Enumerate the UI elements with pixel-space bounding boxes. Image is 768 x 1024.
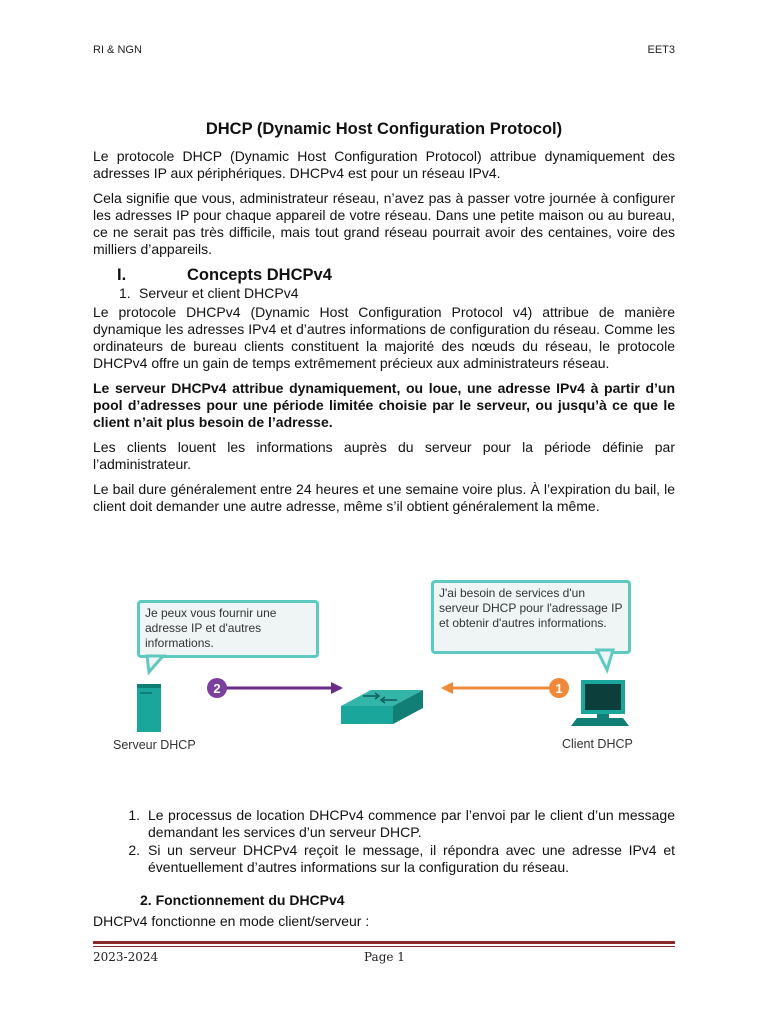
subsection-heading [93,285,675,301]
step-2-number: 2 [213,681,221,696]
client-arrow [441,678,569,698]
section-number: I. [117,266,127,284]
subsection-2-text: DHCPv4 fonctionne en mode client/serveur : [93,913,370,929]
footer-rule-thin [93,946,675,947]
list-item-number: 1. [128,807,140,823]
client-bubble-text: J'ai besoin de services d'un serveur DHCP pour l'adressage IP et obtenir d'autres informations. [439,586,623,630]
intro-paragraph-2: Cela signifie que vous, administrateur réseau, n’avez pas à passer votre journée à configurer les adresses IP pour chaque appareil de votre réseau. Dans une petite maison ou au bureau, ce ne serait pas très difficile, mais tout grand réseau pourrait avoir des centaines, voire des milliers d’appareils. [93,190,675,257]
list-item-text: Le processus de location DHCPv4 commence par l’envoi par le client d’un message demandant les services d’un serveur DHCP. [148,807,675,840]
header-right: EET3 [647,44,675,56]
server-label: Serveur DHCP [113,738,196,752]
section-title: Concepts DHCPv4 [187,266,332,284]
body-paragraph-1: Le protocole DHCPv4 (Dynamic Host Configuration Protocol v4) attribue de manière dynamique les adresses IPv4 et d’autres informations de configuration du réseau. Comme les ordinateurs de bureau clients constituent la majorité des nœuds du réseau, le protocole DHCPv4 offre un gain de temps extrêmement précieux aux administrateurs réseau. [93,304,675,371]
subsection-title: Serveur et client DHCPv4 [139,285,299,301]
server-icon [137,684,161,732]
list-item-number: 2. [128,842,140,858]
bold-paragraph: Le serveur DHCPv4 attribue dynamiquement, ou loue, une adresse IPv4 à partir d’un pool d’adresses pour une période limitée choisie par le serveur, ou jusqu’à ce que le client n’ait plus besoin de l’adresse. [93,380,675,430]
list-item-text: Si un serveur DHCPv4 reçoit le message, il répondra avec une adresse IPv4 et éventuellement d’autres informations sur la configuration du réseau. [148,842,675,875]
section-heading [93,266,675,285]
client-label: Client DHCP [562,737,633,751]
footer-year: 2023-2024 [93,950,159,964]
dhcp-diagram [107,576,637,766]
switch-icon [341,690,423,724]
page-title: DHCP (Dynamic Host Configuration Protocol) [205,120,563,138]
header-left: RI & NGN [93,44,142,56]
client-bubble-tail [597,650,613,670]
footer-page-number: Page 1 [364,950,405,964]
subsection-number: 1. [119,285,131,301]
list-item [93,807,675,841]
document-body [93,120,675,523]
body-paragraph-3: Le bail dure généralement entre 24 heures et une semaine voire plus. À l’expiration du bail, le client doit demander une autre adresse, même s’il obtient généralement la même. [93,481,675,514]
intro-paragraph-1: Le protocole DHCP (Dynamic Host Configuration Protocol) attribue dynamiquement des adresses IP aux périphériques. DHCPv4 est pour un réseau IPv4. [93,148,675,181]
server-arrow [207,678,343,698]
server-bubble-tail [147,656,163,672]
steps-list [93,807,675,877]
footer-rule-thick [93,941,675,944]
body-paragraph-2: Les clients louent les informations auprès du serveur pour la période définie par l’administrateur. [93,439,675,472]
list-item [93,842,675,876]
step-1-number: 1 [555,681,563,696]
server-bubble-text: Je peux vous fournir une adresse IP et d'autres informations. [145,606,277,650]
subsection-2-heading: 2. Fonctionnement du DHCPv4 [140,892,345,908]
client-pc-icon [571,680,629,726]
